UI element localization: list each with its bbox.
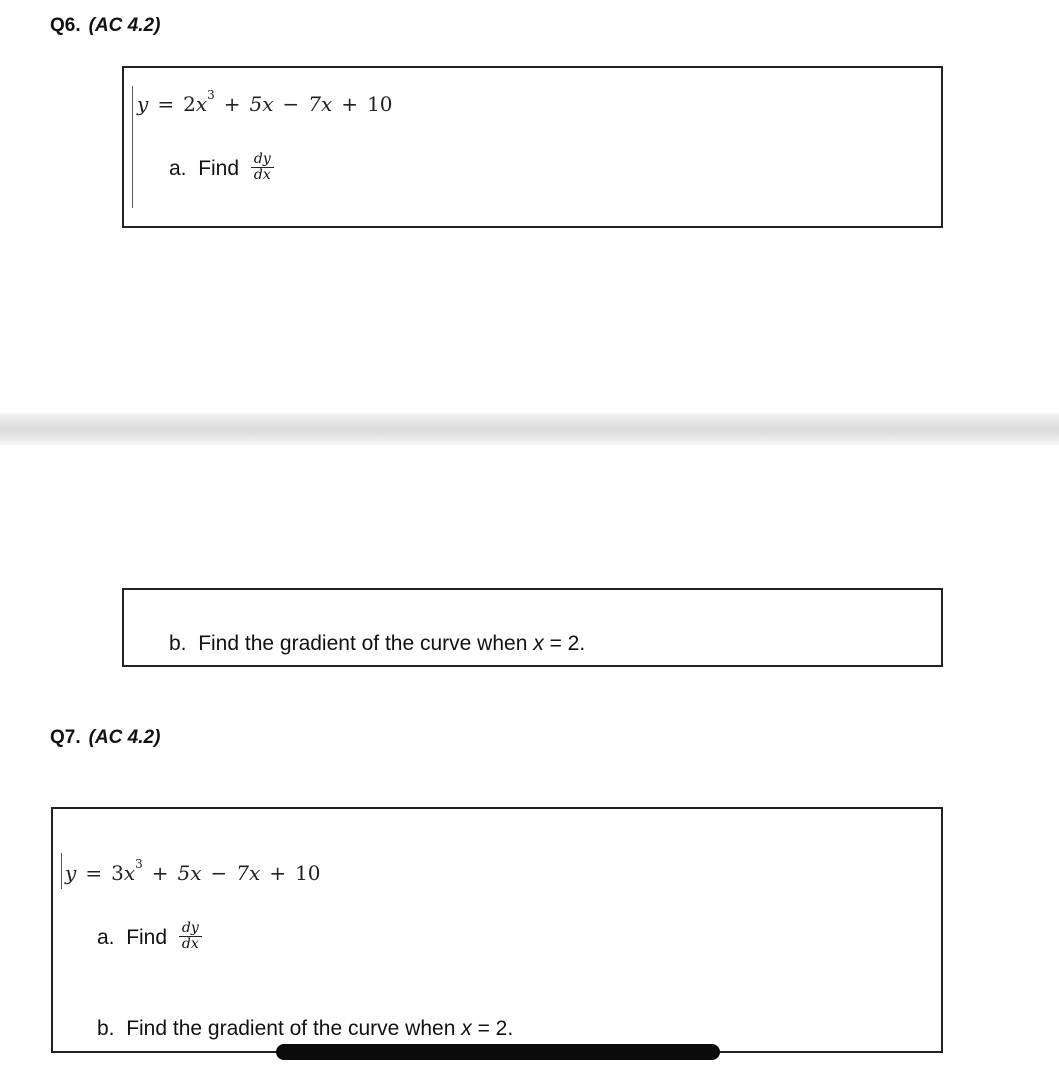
q6-equation: $y = 2x^3 + 5x - 7x + 10$ [137, 88, 393, 116]
q6-part-a-label: a. [169, 157, 187, 181]
q7-equation: $y = 3x^3 + 5x - 7x + 10$ [65, 857, 321, 885]
q7-number: Q7. [50, 727, 81, 748]
q6-part-a [169, 151, 274, 185]
q7-ac-ref: (AC 4.2) [88, 727, 161, 748]
q7-part-b-label: b. [97, 1017, 115, 1040]
q7-part-a [97, 920, 202, 954]
q7-part-b: b. Find the gradient of the curve when x = 2. [97, 1017, 514, 1040]
q6-part-b-label: b. [169, 632, 187, 655]
q7-heading [50, 727, 160, 749]
q7-part-a-text: Find [126, 926, 168, 950]
q7-dydx-fraction: $\frac{dy}{dx}$ [179, 921, 202, 952]
q7-margin-line [61, 853, 62, 889]
q7-box [51, 807, 943, 1053]
q6-ac-ref: (AC 4.2) [88, 15, 161, 36]
q6-part-b: b. Find the gradient of the curve when x = 2. [169, 632, 586, 655]
page-break-divider [0, 413, 1059, 445]
q6-part-a-box [122, 66, 943, 228]
q6-dydx-fraction: $\frac{dy}{dx}$ [251, 152, 274, 183]
q6-part-b-box [122, 588, 943, 667]
q6-margin-line [132, 86, 133, 208]
q6-part-a-text: Find [198, 157, 240, 181]
scroll-indicator[interactable] [276, 1044, 720, 1060]
q6-number: Q6. [50, 15, 81, 36]
q6-heading [50, 15, 160, 37]
q7-part-a-label: a. [97, 926, 115, 950]
